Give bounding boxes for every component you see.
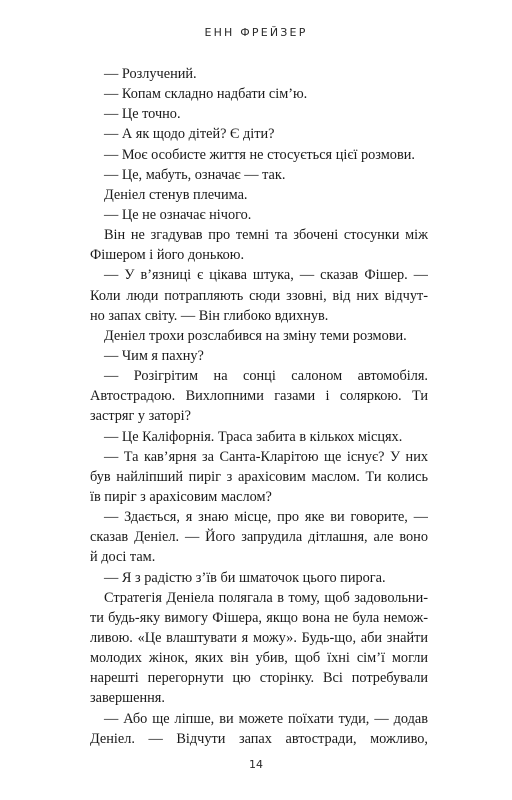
text-line: сказав Деніел. — Його запрудила дітлашня, але воно xyxy=(90,529,428,546)
text-line: — У в’язниці є цікава штука, — сказав Фішер. — xyxy=(104,267,428,284)
text-line: — Копам складно надбати сім’ю. xyxy=(104,86,308,103)
body-text xyxy=(90,64,428,749)
text-line: ливою. «Це влаштувати я можу». Будь-що, аби знайти xyxy=(90,629,428,646)
text-line: — Та кав’ярня за Санта-Кларітою ще існує? У них xyxy=(104,448,428,465)
page-number: 14 xyxy=(249,758,263,771)
text-line: нарешті перегорнути цю сторінку. Всі потребували xyxy=(90,670,428,687)
text-line: Деніел. — Відчути запах автостради, можливо, xyxy=(90,730,428,747)
text-line: — Або ще ліпше, ви можете поїхати туди, — додав xyxy=(104,710,428,727)
running-header-author: ЕНН ФРЕЙЗЕР xyxy=(204,26,308,39)
text-line: Стратегія Деніела полягала в тому, щоб задовольни- xyxy=(104,589,428,606)
text-line: завершення. xyxy=(90,690,165,707)
text-line: Він не згадував про темні та збочені стосунки між xyxy=(104,227,428,244)
text-line: був найліпший пиріг з арахісовим маслом. Ти колись xyxy=(90,468,428,485)
text-line: — Це Каліфорнія. Траса забита в кількох місцях. xyxy=(104,428,403,445)
text-line: Коли люди потрапляють сюди ззовні, від них відчут- xyxy=(90,287,428,304)
text-line: молодих жінок, яких він убив, щоб їхні сім’ї могли xyxy=(90,650,428,667)
text-line: — А як щодо дітей? Є діти? xyxy=(104,126,275,143)
text-line: Фішером і його донькою. xyxy=(90,247,245,264)
text-line: й досі там. xyxy=(90,549,156,566)
text-line: ти будь-яку вимогу Фішера, якщо вона не була немож- xyxy=(90,609,428,626)
text-line: — Це не означає нічого. xyxy=(104,206,252,223)
text-line: — Це точно. xyxy=(104,106,181,123)
text-line: Деніел трохи розслабився на зміну теми розмови. xyxy=(104,327,407,344)
text-line: Деніел стенув плечима. xyxy=(104,186,248,203)
text-line: — Чим я пахну? xyxy=(104,347,204,364)
text-line: — Розлучений. xyxy=(104,66,197,82)
text-line: — Моє особисте життя не стосується цієї розмови. xyxy=(104,146,415,163)
text-line: Автострадою. Вихлопними газами і соляркою. Ти xyxy=(90,388,428,405)
text-line: застряг у заторі? xyxy=(90,408,191,425)
text-line: — Розігрітим на сонці салоном автомобіля. xyxy=(104,368,428,385)
text-line: но запах світу. — Він глибоко вдихнув. xyxy=(90,307,329,324)
text-line: — Здається, я знаю місце, про яке ви говорите, — xyxy=(104,509,428,526)
text-line: їв пиріг з арахісовим маслом? xyxy=(90,488,272,505)
text-line: — Це, мабуть, означає — так. xyxy=(104,166,286,183)
text-line: — Я з радістю з’їв би шматочок цього пирога. xyxy=(104,569,386,586)
